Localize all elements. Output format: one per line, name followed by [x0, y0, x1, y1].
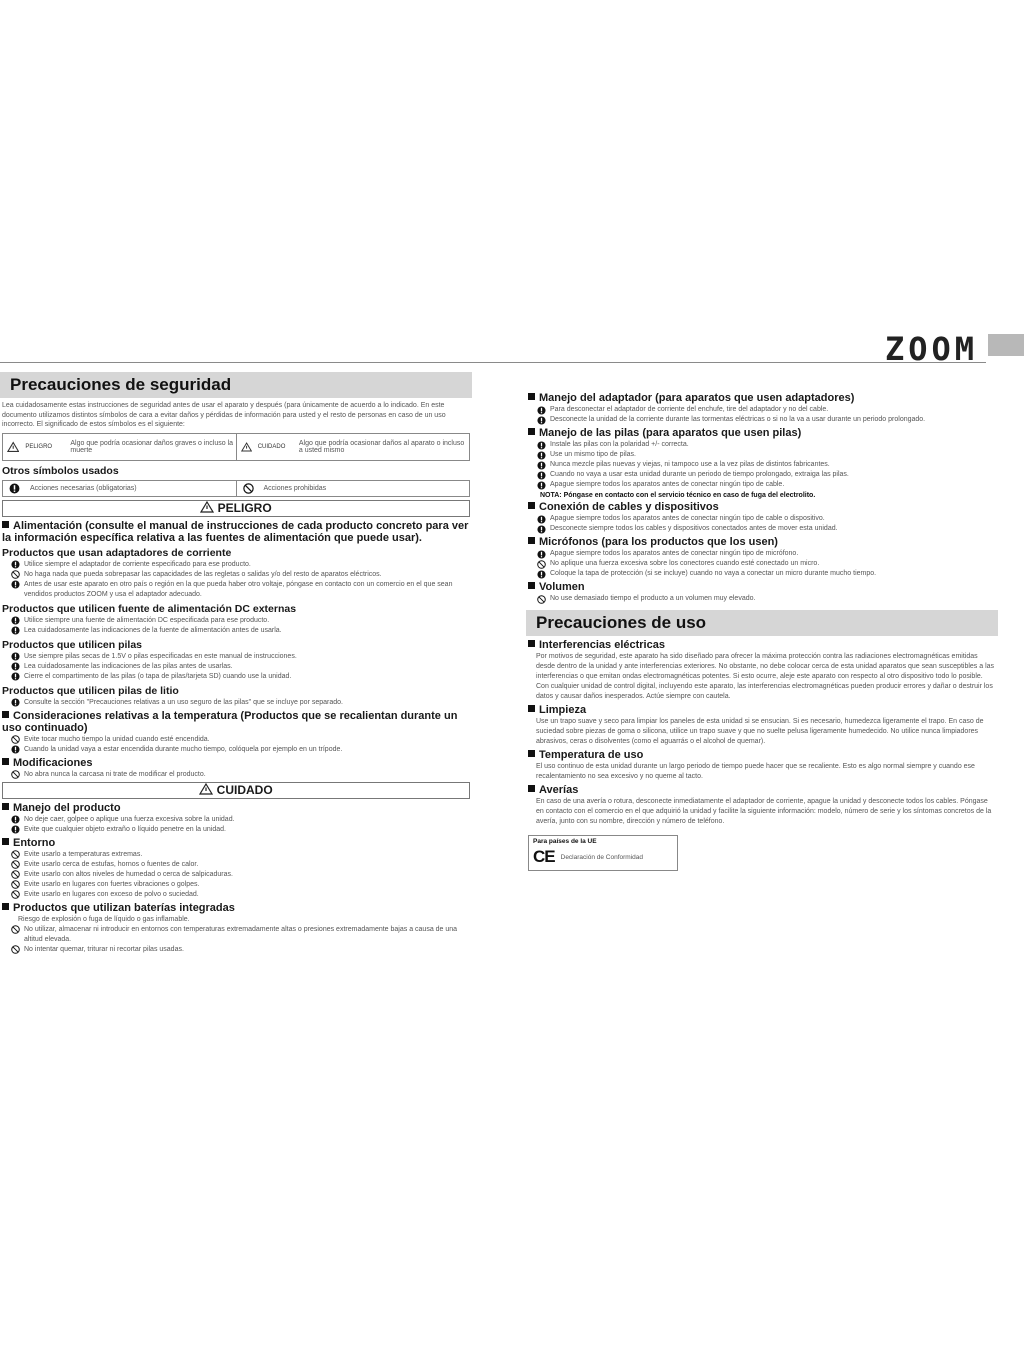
prohibited-icon — [10, 570, 20, 580]
symbol-prohibited — [236, 481, 470, 496]
item-text: Utilice siempre el adaptador de corriente especificado para ese producto. — [24, 560, 251, 568]
prohibited-icon — [10, 870, 20, 880]
legend-caution — [236, 434, 470, 460]
item-text: Instale las pilas con la polaridad +/- correcta. — [550, 441, 689, 448]
mandatory-icon — [536, 450, 546, 460]
entorno-title: Entorno — [13, 836, 56, 849]
page-tab — [988, 334, 1024, 356]
header — [0, 330, 1024, 366]
list-item — [536, 450, 998, 460]
eu-row — [533, 847, 673, 867]
item-text: Desconecte la unidad de la corriente durante las tormentas eléctricas o si no la va a usar durante un periodo prolongado. — [550, 416, 926, 423]
legend-danger — [3, 434, 236, 460]
averias-text: En caso de una avería o rotura, desconecte inmediatamente el adaptador de corriente, apague la unidad y desconecte todos los cables. Póngase en contacto con el comercio en el que adquirió la unidad y facilite la siguiente información: modelo, número de serie y los síntomas concretos de la avería, junto con su nombre, dirección y número de teléfono. — [536, 798, 992, 825]
item-text: Desconecte siempre todos los cables y dispositivos conectados antes de mover esta unidad. — [550, 525, 838, 532]
eu-declaration-text: Declaración de Conformidad — [560, 853, 644, 861]
safety-intro: Lea cuidadosamente estas instrucciones de seguridad antes de usar el aparato y después (para únicamente de acuerdo a lo indicado. En este documento utilizamos distintos símbolos de cara a evitar daños y pérdidas de información para usted y el resto de personas en caso de un uso incorrecto. El significado de estos símbolos es el siguiente: — [2, 402, 446, 428]
list-item — [536, 549, 998, 559]
item-text: Cierre el compartimento de las pilas (o tapa de pilas/tarjeta SD) cuando use la unidad. — [24, 672, 292, 680]
legend-caution-tag: CUIDADO — [257, 443, 286, 450]
mandatory-icon — [536, 460, 546, 470]
list-item — [536, 415, 998, 425]
interferencias-title: Interferencias eléctricas — [539, 639, 665, 651]
pilas-note: NOTA: Póngase en contacto con el servicio técnico en caso de fuga del electrolito. — [540, 492, 816, 499]
list-item — [10, 652, 472, 662]
list-item — [10, 662, 472, 672]
averias-title: Averías — [539, 784, 579, 796]
list-item — [10, 890, 472, 900]
mandatory-icon — [536, 405, 546, 415]
ce-mark-icon: CE — [533, 847, 555, 866]
item-text: Use un mismo tipo de pilas. — [550, 451, 636, 458]
item-text: Evite usarlo cerca de estufas, hornos o fuentes de calor. — [24, 860, 199, 868]
volumen-title: Volumen — [539, 581, 585, 593]
item-text: Apague siempre todos los aparatos antes de conectar ningún tipo de micrófono. — [550, 550, 799, 557]
manejo-title: Manejo del producto — [13, 801, 121, 814]
square-bullet-icon — [2, 803, 9, 810]
cuidado-box — [2, 782, 470, 799]
symbol-prohibited-text: Acciones prohibidas — [263, 484, 327, 492]
temperatura-uso-heading — [528, 749, 998, 761]
list-item — [10, 945, 472, 955]
mandatory-icon — [10, 616, 20, 626]
baterias-intro: Riesgo de explosión o fuga de líquido o gas inflamable. — [18, 915, 190, 923]
item-text: No intentar quemar, triturar ni recortar pilas usadas. — [24, 945, 184, 953]
item-text: Utilice siempre una fuente de alimentación DC especificada para ese producto. — [24, 616, 270, 624]
item-text: No abra nunca la carcasa ni trate de modificar el producto. — [24, 770, 206, 778]
prohibited-icon — [10, 890, 20, 900]
adaptador-heading — [528, 392, 998, 404]
square-bullet-icon — [528, 750, 535, 757]
prohibited-icon — [10, 770, 20, 780]
modificaciones-heading — [2, 757, 472, 769]
prohibited-icon — [243, 483, 254, 494]
list-item — [10, 672, 472, 682]
uso-title: Precauciones de uso — [526, 610, 998, 636]
cuidado-label: CUIDADO — [216, 782, 273, 797]
header-rule — [0, 362, 986, 363]
list-item — [10, 880, 472, 890]
warning-triangle-icon — [7, 441, 19, 453]
mandatory-icon — [536, 415, 546, 425]
legend-danger-text: Algo que podría ocasionar daños graves o incluso la muerte — [70, 439, 234, 454]
item-text: Evite usarlo a temperaturas extremas. — [24, 850, 143, 858]
mandatory-icon — [536, 480, 546, 490]
square-bullet-icon — [2, 758, 9, 765]
temperatura-heading — [2, 710, 472, 734]
mandatory-icon — [9, 483, 20, 494]
warning-triangle-icon — [199, 783, 213, 795]
mandatory-icon — [536, 524, 546, 534]
zoom-logo: ZOOM — [884, 330, 978, 368]
left-column — [0, 372, 472, 955]
baterias-heading — [2, 902, 472, 914]
list-item — [536, 440, 998, 450]
mandatory-icon — [536, 514, 546, 524]
mandatory-icon — [10, 560, 20, 570]
item-text: Cuando no vaya a usar esta unidad durante un periodo de tiempo prolongado, extraiga las pilas. — [550, 471, 849, 478]
item-text: No aplique una fuerza excesiva sobre los conectores cuando esté conectado un micro. — [550, 560, 820, 567]
list-item — [536, 594, 998, 604]
temperatura-uso-text: El uso continuo de esta unidad durante un largo periodo de tiempo puede hacer que se recaliente. Esto es algo normal siempre y cuando ese recalentamiento no sea excesivo y no queme al tacto. — [536, 763, 975, 780]
item-text: Evite tocar mucho tiempo la unidad cuando esté encendida. — [24, 735, 210, 743]
microfonos-heading — [528, 536, 998, 548]
item-text: Evite que cualquier objeto extraño o líquido penetre en la unidad. — [24, 825, 226, 833]
dc-heading: Productos que utilicen fuente de alimentación DC externas — [2, 602, 297, 615]
adaptadores-heading: Productos que usan adaptadores de corriente — [2, 546, 232, 559]
prohibited-icon — [10, 945, 20, 955]
alimentacion-heading — [2, 520, 472, 544]
list-item — [536, 405, 998, 415]
item-text: No use demasiado tiempo el producto a un volumen muy elevado. — [550, 595, 756, 602]
item-text: No deje caer, golpee o aplique una fuerza excesiva sobre la unidad. — [24, 815, 235, 823]
temperatura-title: Consideraciones relativas a la temperatura (Productos que se recalientan durante un uso continuado) — [2, 709, 458, 734]
symbol-mandatory — [3, 481, 236, 496]
manejo-heading — [2, 802, 472, 814]
list-item — [10, 560, 472, 570]
averias-heading — [528, 784, 998, 796]
prohibited-icon — [10, 850, 20, 860]
list-item — [10, 616, 472, 626]
prohibited-icon — [10, 925, 20, 935]
conexion-heading — [528, 501, 998, 513]
litio-heading: Productos que utilicen pilas de litio — [2, 684, 179, 697]
list-item — [10, 825, 472, 835]
mandatory-icon — [536, 569, 546, 579]
limpieza-heading — [528, 704, 998, 716]
item-text: No haga nada que pueda sobrepasar las capacidades de las regletas o salidas y/o del resto de aparatos eléctricos. — [24, 570, 382, 578]
mandatory-icon — [10, 672, 20, 682]
legend-danger-tag: PELIGRO — [25, 443, 53, 450]
list-item — [10, 735, 472, 745]
prohibited-icon — [10, 735, 20, 745]
legend-table — [2, 433, 470, 461]
alimentacion-title: Alimentación (consulte el manual de instrucciones de cada producto concreto para ver la información específica relativa a las fuentes de alimentación que puede usar). — [2, 519, 469, 544]
mandatory-icon — [10, 652, 20, 662]
square-bullet-icon — [2, 711, 9, 718]
list-item — [536, 569, 998, 579]
list-item — [536, 559, 998, 569]
mandatory-icon — [10, 580, 20, 590]
square-bullet-icon — [528, 428, 535, 435]
entorno-heading — [2, 837, 472, 849]
square-bullet-icon — [528, 785, 535, 792]
right-column — [526, 390, 998, 871]
item-text: Consulte la sección "Precauciones relativas a un uso seguro de las pilas" que se incluye por separado. — [24, 698, 343, 706]
list-item — [10, 850, 472, 860]
symbols-table — [2, 480, 470, 497]
list-item — [10, 870, 472, 880]
list-item — [536, 480, 998, 490]
symbols-title: Otros símbolos usados — [2, 464, 119, 477]
list-item — [10, 815, 472, 825]
item-text: Coloque la tapa de protección (si se incluye) cuando no vaya a conectar un micro durante mucho tiempo. — [550, 570, 877, 577]
square-bullet-icon — [2, 903, 9, 910]
item-text: Nunca mezcle pilas nuevas y viejas, ni tampoco use a la vez pilas de distintos fabricantes. — [550, 461, 830, 468]
square-bullet-icon — [2, 838, 9, 845]
item-text: Use siempre pilas secas de 1.5V o pilas especificadas en este manual de instrucciones. — [24, 652, 297, 660]
square-bullet-icon — [528, 502, 535, 509]
pilas-heading: Productos que utilicen pilas — [2, 638, 143, 651]
item-text: Evite usarlo con altos niveles de humedad o cerca de salpicaduras. — [24, 870, 233, 878]
square-bullet-icon — [528, 582, 535, 589]
mandatory-icon — [10, 626, 20, 636]
warning-triangle-icon — [200, 501, 214, 513]
warning-triangle-icon — [241, 441, 252, 453]
item-text: No utilizar, almacenar ni introducir en entornos con temperaturas extremadamente altas o presiones extremadamente bajas a causa de una altitud elevada. — [24, 925, 458, 943]
symbol-mandatory-text: Acciones necesarias (obligatorias) — [30, 484, 137, 492]
square-bullet-icon — [528, 640, 535, 647]
mandatory-icon — [10, 745, 20, 755]
square-bullet-icon — [528, 705, 535, 712]
item-text: Lea cuidadosamente las indicaciones de las pilas antes de usarlas. — [24, 662, 233, 670]
peligro-box — [2, 500, 470, 517]
list-item — [10, 580, 472, 600]
item-text: Cuando la unidad vaya a estar encendida durante mucho tiempo, colóquela por ejemplo en un trípode. — [24, 745, 343, 753]
mandatory-icon — [10, 815, 20, 825]
square-bullet-icon — [528, 537, 535, 544]
adaptador-title: Manejo del adaptador (para aparatos que usen adaptadores) — [539, 392, 855, 404]
list-item — [10, 745, 472, 755]
mandatory-icon — [10, 698, 20, 708]
item-text: Evite usarlo en lugares con exceso de polvo o suciedad. — [24, 890, 199, 898]
temperatura-uso-title: Temperatura de uso — [539, 749, 644, 761]
limpieza-text: Use un trapo suave y seco para limpiar los paneles de esta unidad si se ensucian. Si es necesario, humedezca ligeramente el trapo. En caso de suciedad sobre piezas de goma o silicona, utilice un trapo suave y que no suelte pelusa ligeramente humedecido. No utilice nunca limpiadores abrasivos, ceras o disolventes (como el aguarrás o el alcohol de quemar). — [536, 718, 984, 745]
list-item — [10, 860, 472, 870]
conexion-title: Conexión de cables y dispositivos — [539, 501, 719, 513]
mandatory-icon — [10, 825, 20, 835]
list-item — [536, 514, 998, 524]
square-bullet-icon — [2, 521, 9, 528]
item-text: Para desconectar el adaptador de corriente del enchufe, tire del adaptador y no del cable. — [550, 406, 829, 413]
item-text: Evite usarlo en lugares con fuertes vibraciones o golpes. — [24, 880, 200, 888]
list-item — [10, 925, 472, 945]
manejo-pilas-heading — [528, 427, 998, 439]
peligro-label: PELIGRO — [217, 500, 272, 515]
interferencias-heading — [528, 639, 998, 651]
list-item — [536, 460, 998, 470]
prohibited-icon — [536, 594, 546, 604]
mandatory-icon — [536, 549, 546, 559]
prohibited-icon — [10, 860, 20, 870]
mandatory-icon — [10, 662, 20, 672]
modificaciones-title: Modificaciones — [13, 756, 93, 769]
eu-title: Para países de la UE — [533, 838, 597, 845]
prohibited-icon — [10, 880, 20, 890]
list-item — [10, 570, 472, 580]
item-text: Apague siempre todos los aparatos antes de conectar ningún tipo de cable o dispositivo. — [550, 515, 825, 522]
mandatory-icon — [536, 440, 546, 450]
list-item — [10, 698, 472, 708]
item-text: Antes de usar este aparato en otro país o región en la que pueda haber otro voltaje, póngase en contacto con un comercio en el que sean vendidos productos ZOOM y usa el adaptador adecuado. — [24, 580, 453, 598]
prohibited-icon — [536, 559, 546, 569]
volumen-heading — [528, 581, 998, 593]
list-item — [10, 626, 472, 636]
microfonos-title: Micrófonos (para los productos que los usen) — [539, 536, 778, 548]
interferencias-text: Por motivos de seguridad, este aparato ha sido diseñado para ofrecer la máxima protección contra las radiaciones electromagnéticas emitidas desde dentro de la unidad y ante interferencias exteriores. No obstante, no debe colocar cerca de esta unidad aparatos que sean susceptibles a las interferencias o que emitan ondas electromagnéticas potentes. Si esto ocurre, aleje este aparato con respecto al otro dispositivo todo lo posible. Con cualquier unidad de control digital, incluyendo este aparato, las interferencias electromagnéticas pueden producir errores y dañar o destruir los datos y causar daños inesperados. Actúe siempre con cautela. — [536, 653, 995, 700]
legend-caution-text: Algo que podría ocasionar daños al aparato o incluso a usted mismo — [298, 439, 465, 454]
limpieza-title: Limpieza — [539, 704, 587, 716]
safety-title: Precauciones de seguridad — [0, 372, 472, 398]
list-item — [536, 470, 998, 480]
list-item — [536, 524, 998, 534]
list-item — [10, 770, 472, 780]
baterias-title: Productos que utilizan baterías integradas — [13, 901, 235, 914]
square-bullet-icon — [528, 393, 535, 400]
manejo-pilas-title: Manejo de las pilas (para aparatos que usen pilas) — [539, 427, 802, 439]
mandatory-icon — [536, 470, 546, 480]
item-text: Lea cuidadosamente las indicaciones de la fuente de alimentación antes de usarla. — [24, 626, 282, 634]
eu-conformity-box — [528, 835, 678, 871]
item-text: Apague siempre todos los aparatos antes de conectar ningún tipo de cable. — [550, 481, 785, 488]
